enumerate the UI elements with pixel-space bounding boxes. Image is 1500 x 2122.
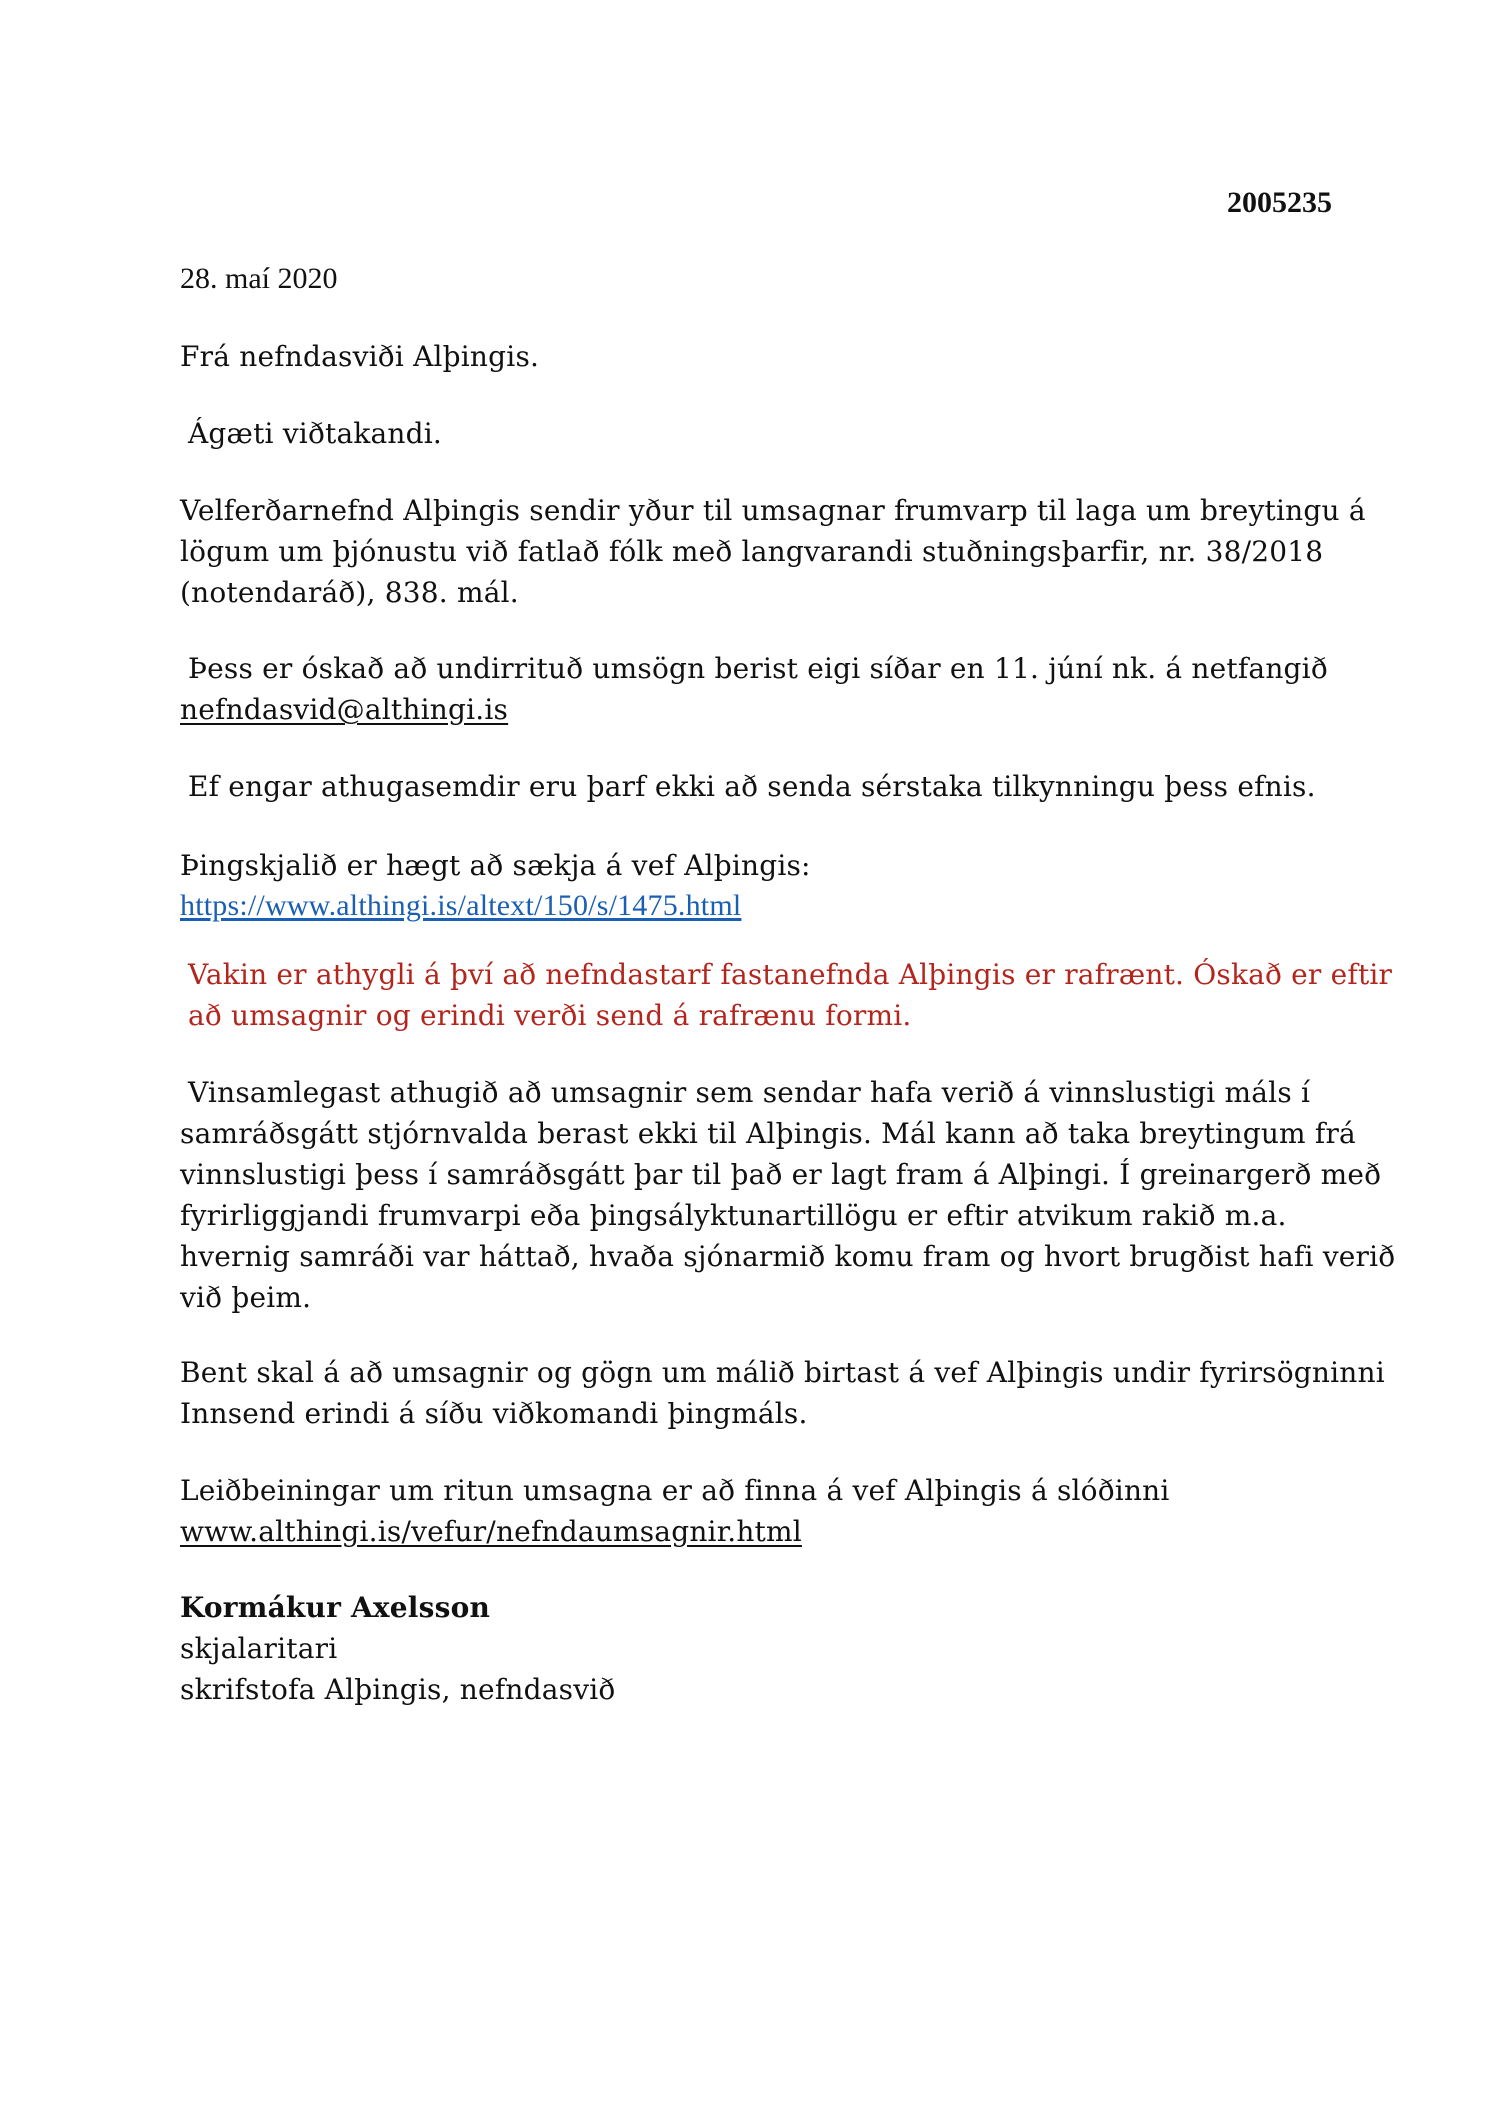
notice-line: Vakin er athygli á því að nefndastarf fastanefnda Alþingis er rafrænt. Óskað er eftir bbox=[188, 958, 1393, 991]
greeting bbox=[180, 413, 1358, 454]
signature-title: skjalaritari bbox=[180, 1632, 338, 1665]
publication-paragraph bbox=[180, 1352, 1385, 1434]
paragraph-line: Vinsamlegast athugið að umsagnir sem sendar hafa verið á vinnslustigi máls í bbox=[188, 1076, 1311, 1109]
signature-office: skrifstofa Alþingis, nefndasvið bbox=[180, 1673, 616, 1706]
from-line bbox=[180, 336, 1350, 377]
request-paragraph bbox=[180, 490, 1366, 613]
email-link[interactable]: nefndasvid@althingi.is bbox=[180, 693, 509, 726]
no-comments-note bbox=[180, 766, 1358, 807]
paragraph-line: hvernig samráði var háttað, hvaða sjónarmið komu fram og hvort brugðist hafi verið bbox=[180, 1240, 1396, 1273]
paragraph-line: samráðsgátt stjórnvalda berast ekki til Alþingis. Mál kann að taka breytingum frá bbox=[180, 1117, 1356, 1150]
guidelines-text: Leiðbeiningar um ritun umsagna er að finna á vef Alþingis á slóðinni bbox=[180, 1474, 1170, 1507]
signature-block bbox=[180, 1587, 1350, 1710]
electronic-notice bbox=[180, 954, 1393, 1036]
signature-name: Kormákur Axelsson bbox=[180, 1591, 491, 1624]
document-number: 2005235 bbox=[1227, 186, 1332, 219]
document-link-text: Þingskjalið er hægt að sækja á vef Alþingis: bbox=[180, 849, 811, 882]
deadline-text: Þess er óskað að undirrituð umsögn berist eigi síðar en 11. júní nk. á netfangið bbox=[188, 652, 1328, 685]
consultation-paragraph bbox=[180, 1072, 1396, 1318]
guidelines-url-link[interactable]: www.althingi.is/vefur/nefndaumsagnir.html bbox=[180, 1515, 802, 1548]
paragraph-line: Velferðarnefnd Alþingis sendir yður til umsagnar frumvarp til laga um breytingu á bbox=[180, 494, 1366, 527]
paragraph-line: lögum um þjónustu við fatlað fólk með langvarandi stuðningsþarfir, nr. 38/2018 bbox=[180, 535, 1324, 568]
letter-date: 28. maí 2020 bbox=[180, 262, 338, 295]
no-comments-text: Ef engar athugasemdir eru þarf ekki að senda sérstaka tilkynningu þess efnis. bbox=[188, 770, 1316, 803]
guidelines-paragraph bbox=[180, 1470, 1350, 1552]
paragraph-line: vinnslustigi þess í samráðsgátt þar til það er lagt fram á Alþingi. Í greinargerð með bbox=[180, 1158, 1382, 1191]
paragraph-line: Bent skal á að umsagnir og gögn um málið birtast á vef Alþingis undir fyrirsögninni bbox=[180, 1356, 1385, 1389]
paragraph-line: Innsend erindi á síðu viðkomandi þingmáls. bbox=[180, 1397, 808, 1430]
deadline-paragraph bbox=[180, 648, 1350, 730]
notice-line: að umsagnir og erindi verði send á rafrænu formi. bbox=[188, 999, 912, 1032]
paragraph-line: (notendaráð), 838. mál. bbox=[180, 576, 519, 609]
paragraph-line: fyrirliggjandi frumvarpi eða þingsályktunartillögu er eftir atvikum rakið m.a. bbox=[180, 1199, 1287, 1232]
paragraph-line: við þeim. bbox=[180, 1281, 312, 1314]
document-url-link[interactable]: https://www.althingi.is/altext/150/s/1475.html bbox=[180, 889, 742, 922]
from-text: Frá nefndasviði Alþingis. bbox=[180, 340, 540, 373]
document-link-paragraph bbox=[180, 845, 1350, 926]
greeting-text: Ágæti viðtakandi. bbox=[188, 417, 443, 450]
